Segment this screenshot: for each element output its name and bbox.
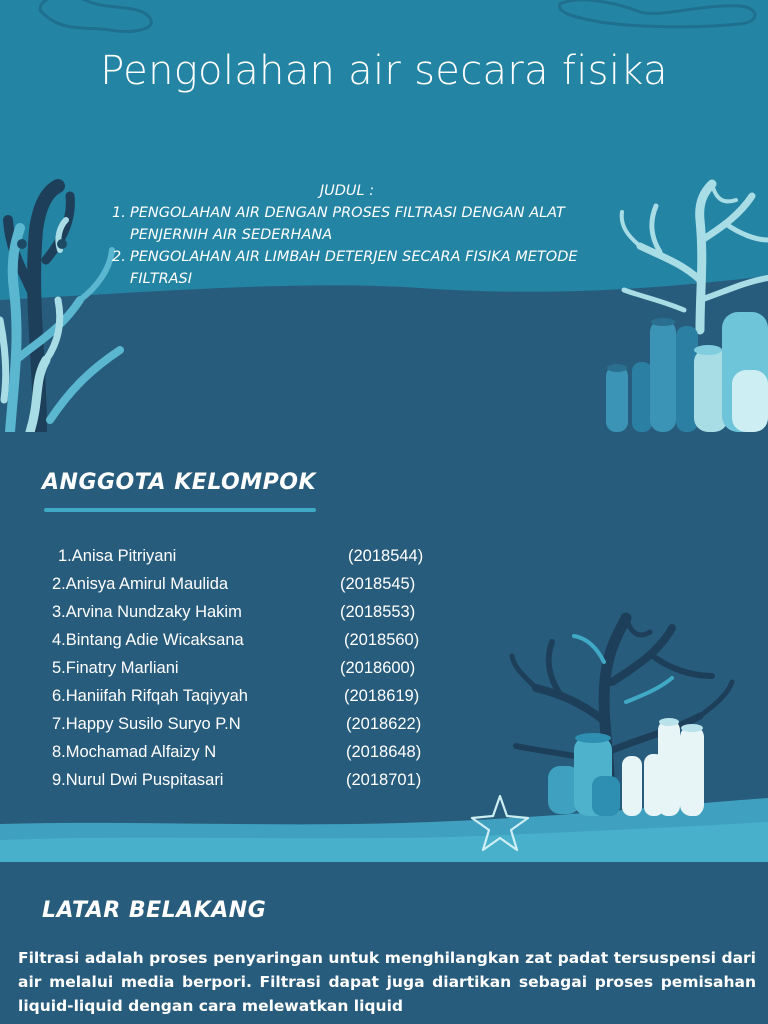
member-name: 8.Mochamad Alfaizy N <box>52 742 217 761</box>
judul-block <box>112 180 622 290</box>
member-nim: (2018553) <box>340 602 416 621</box>
member-name: 3.Arvina Nundzaky Hakim <box>52 602 242 621</box>
judul-item-text: PENGOLAHAN AIR DENGAN PROSES FILTRASI DENGAN ALAT PENJERNIH AIR SEDERHANA <box>130 205 565 243</box>
list-item <box>52 710 472 738</box>
background-paragraph: Filtrasi adalah proses penyaringan untuk menghilangkan zat padat tersuspensi dari air melalui media berpori. Filtrasi dapat juga diartikan sebagai proses pemisahan liquid-liquid dengan cara melewatkan liquid <box>18 949 756 1015</box>
member-name: 9.Nurul Dwi Puspitasari <box>52 770 224 789</box>
list-item <box>52 542 472 570</box>
member-nim: (2018600) <box>340 658 416 677</box>
list-item <box>52 682 472 710</box>
judul-item <box>112 202 622 246</box>
section-title-anggota: ANGGOTA KELOMPOK <box>42 470 317 495</box>
member-nim: (2018622) <box>346 714 422 733</box>
list-item <box>52 738 472 766</box>
list-item <box>52 766 472 794</box>
member-nim: (2018701) <box>346 770 422 789</box>
members-panel <box>0 432 768 862</box>
judul-item <box>112 246 622 290</box>
member-name: 6.Haniifah Rifqah Taqiyyah <box>52 686 248 705</box>
member-nim: (2018619) <box>344 686 420 705</box>
member-nim: (2018545) <box>340 574 416 593</box>
judul-item-text: PENGOLAHAN AIR LIMBAH DETERJEN SECARA FISIKA METODE FILTRASI <box>130 249 578 287</box>
member-name: 4.Bintang Adie Wicaksana <box>52 630 244 649</box>
list-item <box>52 570 472 598</box>
page-title: Pengolahan air secara fisika <box>100 48 668 94</box>
list-item <box>52 598 472 626</box>
list-item <box>52 626 472 654</box>
background-panel <box>0 862 768 1024</box>
member-name: 7.Happy Susilo Suryo P.N <box>52 714 241 733</box>
member-name: 1.Anisa Pitriyani <box>58 546 177 565</box>
judul-heading: JUDUL : <box>319 183 375 199</box>
member-nim: (2018560) <box>344 630 420 649</box>
member-nim: (2018648) <box>346 742 422 761</box>
title-underline <box>44 508 316 512</box>
section-title-latar: LATAR BELAKANG <box>42 898 267 923</box>
member-name: 5.Finatry Marliani <box>52 658 179 677</box>
judul-item-number: 2. <box>112 249 126 265</box>
member-nim: (2018544) <box>348 546 424 565</box>
member-list <box>52 542 472 794</box>
list-item <box>52 654 472 682</box>
member-name: 2.Anisya Amirul Maulida <box>52 574 229 593</box>
judul-item-number: 1. <box>112 205 126 221</box>
title-panel <box>0 0 768 432</box>
